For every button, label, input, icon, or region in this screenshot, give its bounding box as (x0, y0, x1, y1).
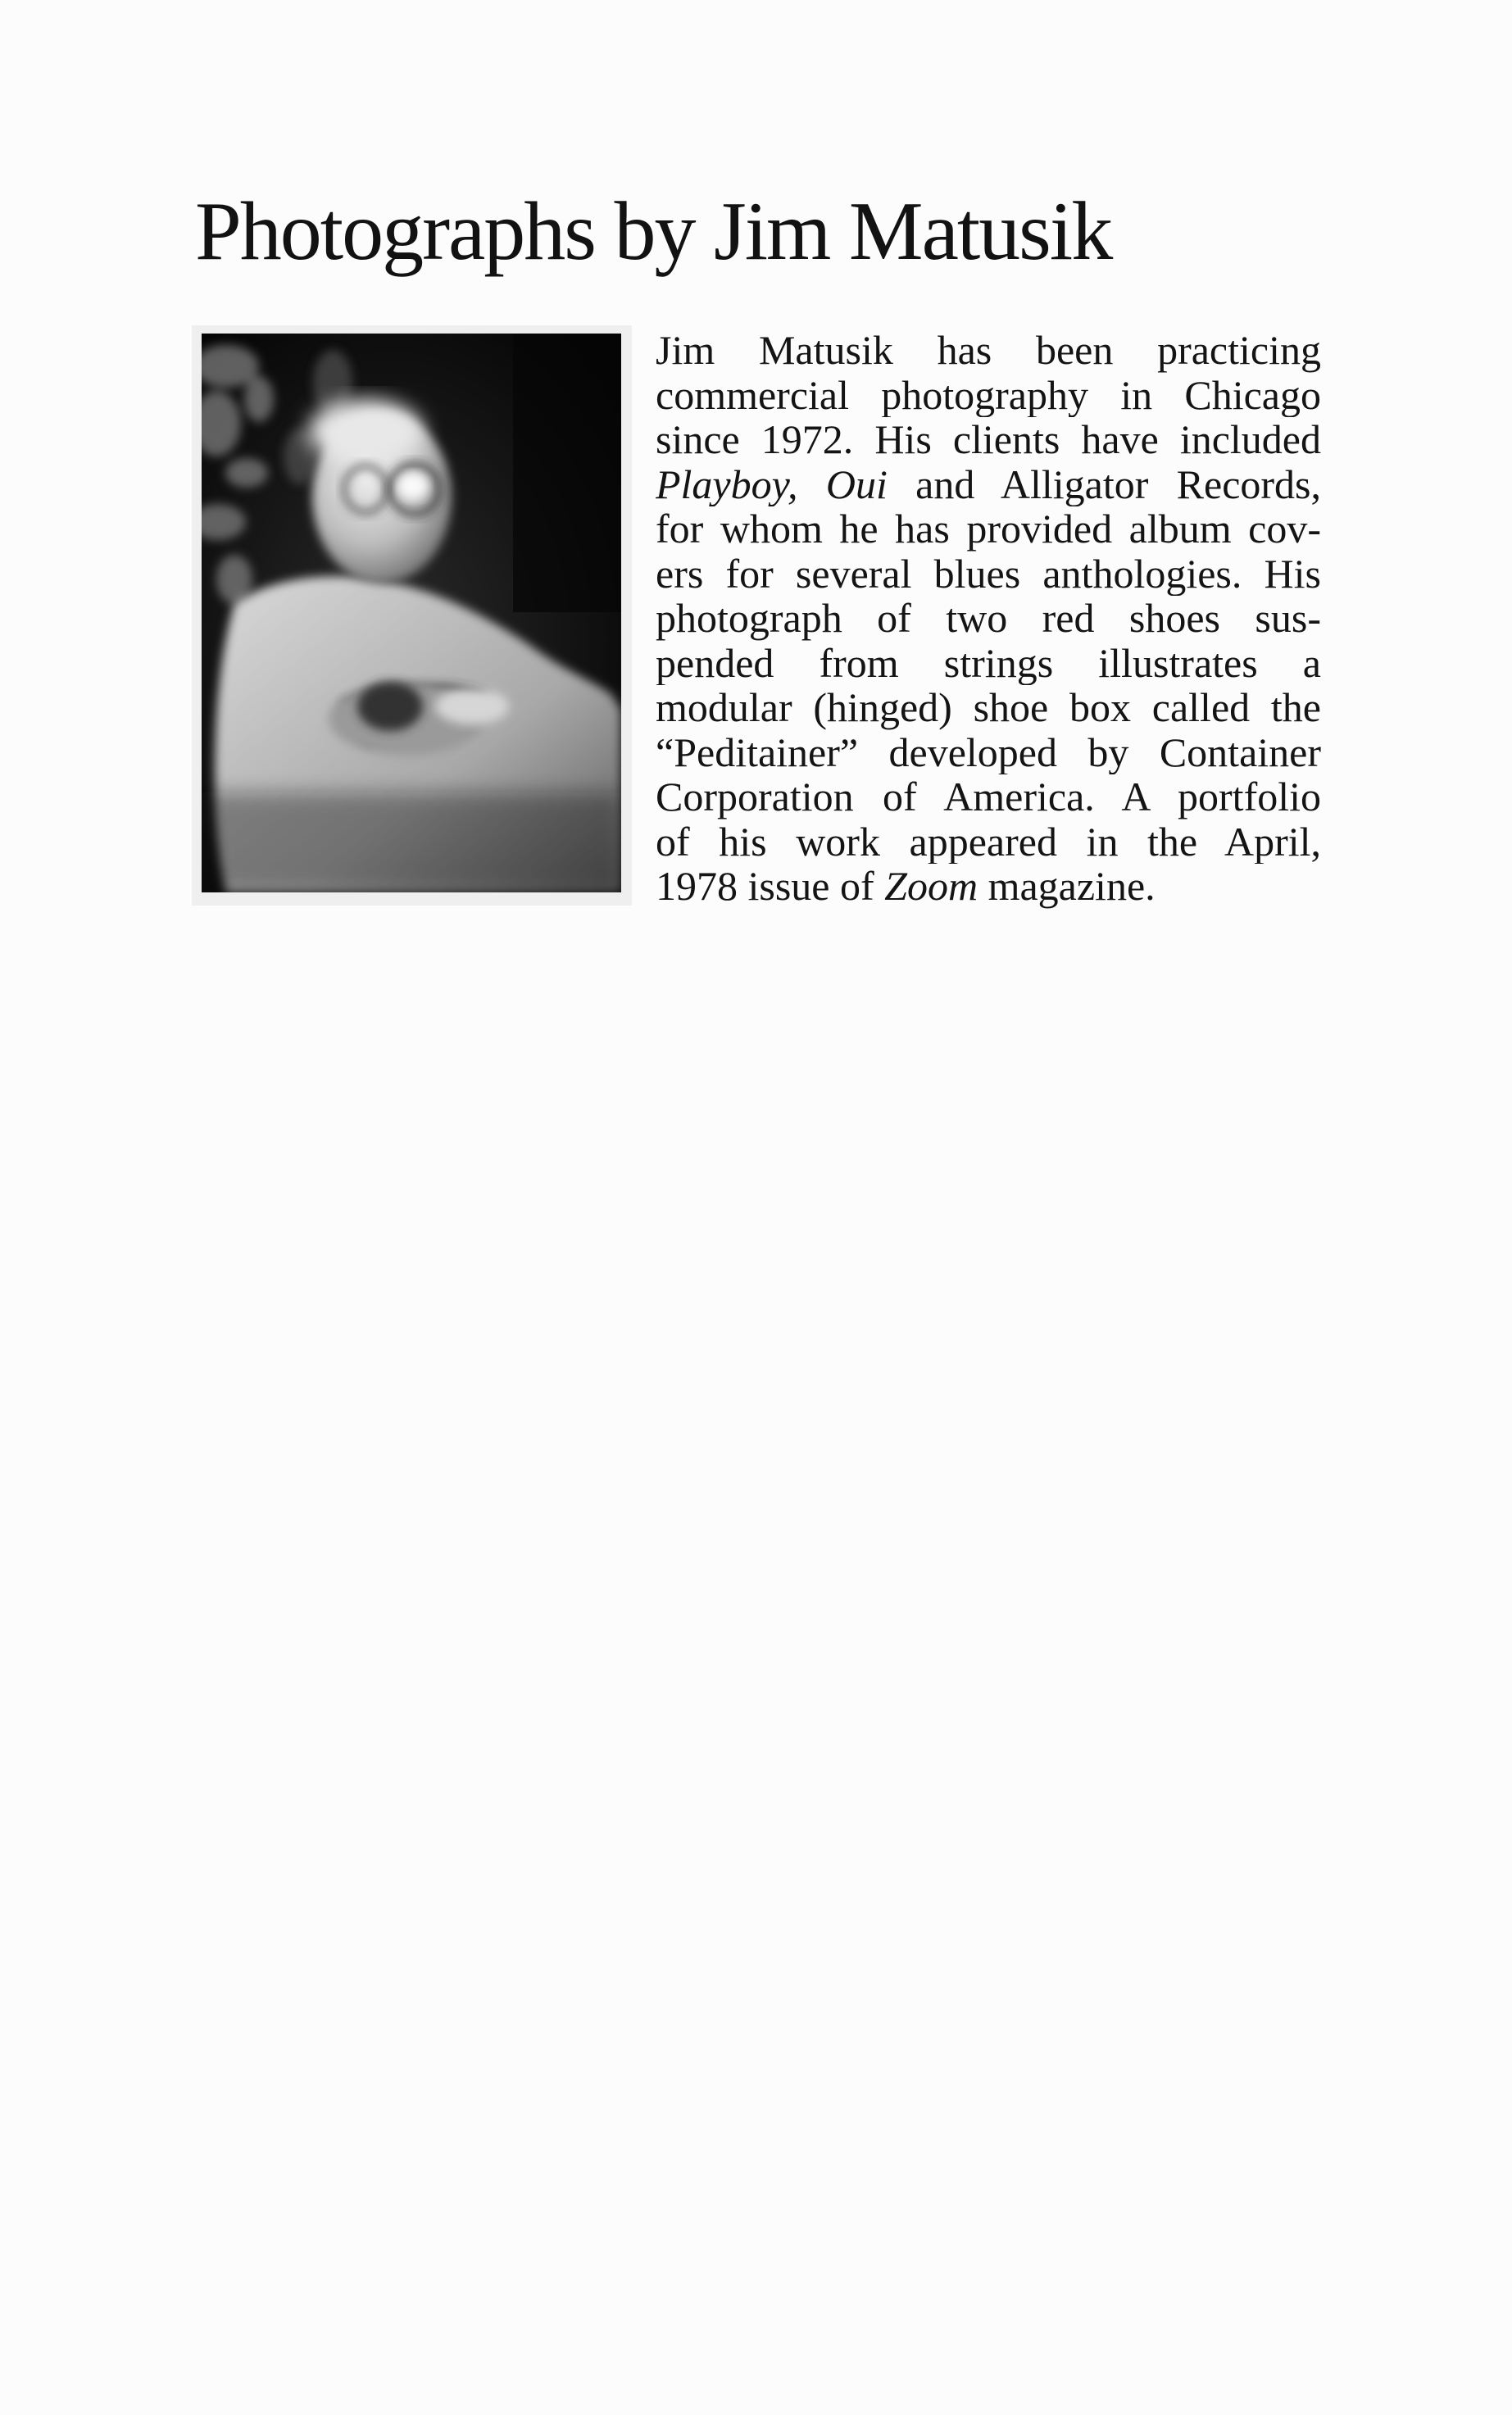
bio-text: pended from strings illustrates a (656, 640, 1321, 685)
bio-line (656, 462, 1321, 507)
bio-line (656, 685, 1321, 730)
bio-text: “Peditainer” developed by Container (656, 729, 1321, 774)
bio-italic-text: Zoom (884, 864, 978, 909)
bio-text: Corporation of America. A portfolio (656, 774, 1321, 819)
bio-line (656, 506, 1321, 552)
bio-text: magazine. (978, 864, 1156, 909)
bio-text: of his work appeared in the April, (656, 819, 1321, 864)
bio-text: commercial photography in Chicago (656, 372, 1321, 417)
bio-text: since 1972. His clients have included (656, 417, 1321, 462)
bio-text: and Alligator Records, (887, 461, 1321, 506)
bio-italic-text: Playboy, Oui (656, 461, 888, 506)
page-title: Photographs by Jim Matusik (195, 185, 1112, 278)
bio-line (656, 373, 1321, 418)
bio-line (656, 730, 1321, 775)
bio-line (656, 552, 1321, 597)
bio-line (656, 641, 1321, 686)
bio-paragraph (656, 328, 1321, 909)
bio-text: for whom he has provided album cov- (656, 506, 1321, 552)
portrait-photo (202, 334, 621, 892)
bio-line (656, 596, 1321, 641)
bio-line (656, 417, 1321, 462)
bio-text: 1978 issue of (656, 864, 885, 909)
bio-line (656, 864, 1321, 909)
bio-text: modular (hinged) shoe box called the (656, 685, 1321, 730)
bio-line (656, 819, 1321, 865)
bio-line (656, 328, 1321, 373)
bio-text: ers for several blues anthologies. His (656, 551, 1321, 596)
bio-text: photograph of two red shoes sus- (656, 596, 1321, 641)
portrait-photo-drawing (202, 334, 621, 892)
bio-text: Jim Matusik has been practicing (656, 328, 1321, 373)
bio-line (656, 774, 1321, 819)
